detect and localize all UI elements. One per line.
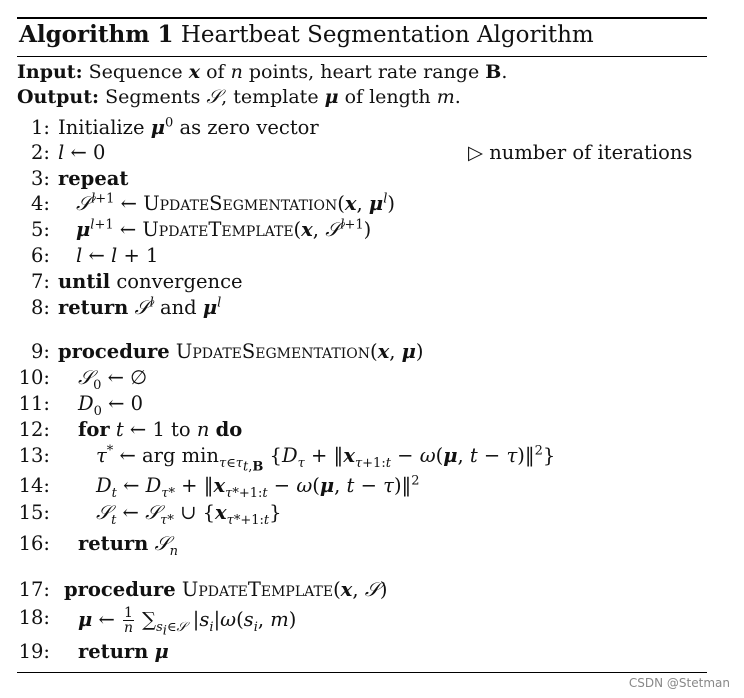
output-line: Output: Segments 𝒮, template μ of length m. bbox=[17, 86, 461, 108]
line-number: 2: bbox=[31, 141, 50, 164]
algo-line-17: 17: procedure UpdateTemplate(x, 𝒮) bbox=[0, 578, 744, 604]
algo-line-7: 7: until convergence bbox=[0, 270, 744, 296]
line-number: 13: bbox=[18, 444, 50, 467]
algo-line-4: 4: 𝒮$^{l+1}$ ← UpdateSegmentation(x, $\mu^l$) bbox=[0, 192, 744, 218]
line-number: 18: bbox=[18, 606, 50, 629]
algo-line-5: 5: $\mu^{l+1}$ ← UpdateTemplate(x, 𝒮$^{l+1}$) bbox=[0, 218, 744, 244]
algorithm-title: Heartbeat Segmentation Algorithm bbox=[180, 22, 594, 48]
algo-line-10: 10: 𝒮$_0$ ← ∅ bbox=[0, 366, 744, 392]
line-number: 4: bbox=[31, 192, 50, 215]
algo-line-1: 1: Initialize $\mu^0$ as zero vector bbox=[0, 116, 744, 142]
algo-line-16: 16: return 𝒮$_n$ bbox=[0, 532, 744, 558]
algo-line-2: 2: l ← 0 ▷ number of iterations bbox=[0, 141, 744, 167]
line-number: 16: bbox=[18, 532, 50, 555]
input-line: Input: Sequence x of n points, heart rate range B. bbox=[17, 61, 508, 83]
algo-line-9: 9: procedure UpdateSegmentation(x, μ) bbox=[0, 340, 744, 366]
algo-line-18: 18: μ ← $\frac{1}{n}$ $\sum_{s_i\in 𝒮}$ $|s_i|\omega(s_i$, m) bbox=[0, 606, 744, 632]
line-number: 9: bbox=[31, 340, 50, 363]
algo-line-6: 6: l ← l + 1 bbox=[0, 244, 744, 270]
line-number: 6: bbox=[31, 244, 50, 267]
line-number: 14: bbox=[18, 474, 50, 497]
line-number: 10: bbox=[18, 366, 50, 389]
algo-line-14: 14: $D_t$ ← $D_{\tau*}$ + $‖x_{\tau*+1:t} - \omega(\mu$, t − τ)‖$^2$ bbox=[0, 474, 744, 500]
line-number: 8: bbox=[31, 296, 50, 319]
line-number: 5: bbox=[31, 218, 50, 241]
line-number: 12: bbox=[18, 418, 50, 441]
algorithm-caption bbox=[19, 21, 594, 48]
line-number: 3: bbox=[31, 167, 50, 190]
algo-line-12: 12: for t ← 1 to n do bbox=[0, 418, 744, 444]
watermark: CSDN @Stetman bbox=[628, 676, 730, 690]
line-number: 15: bbox=[18, 501, 50, 524]
top-rule bbox=[17, 17, 707, 19]
line-number: 7: bbox=[31, 270, 50, 293]
output-label: Output: bbox=[17, 86, 100, 108]
iteration-comment: ▷ number of iterations bbox=[468, 141, 693, 164]
line-number: 17: bbox=[18, 578, 50, 601]
algo-line-19: 19: return μ bbox=[0, 640, 744, 666]
algo-line-3: 3: repeat bbox=[0, 167, 744, 193]
line-number: 11: bbox=[18, 392, 50, 415]
line-number: 1: bbox=[31, 116, 50, 139]
input-label: Input: bbox=[17, 61, 83, 83]
algo-line-13: 13: τ* ← arg $\min_{\tau\in\tau_{t,B}} \{D_\tau$ + $‖x_{\tau+1:t} - \omega(\mu$, t − τ)‖$^2$} bbox=[0, 444, 744, 470]
line-number: 19: bbox=[18, 640, 50, 663]
bottom-rule bbox=[17, 672, 707, 673]
algorithm-label: Algorithm 1 bbox=[19, 21, 174, 48]
caption-rule bbox=[17, 56, 707, 57]
algo-line-8: 8: return 𝒮$^l$ and $\mu^l$ bbox=[0, 296, 744, 322]
algo-line-15: 15: 𝒮$_t$ ← 𝒮$_{\tau*}$ ∪ $\{x_{\tau*+1:t}\}$ bbox=[0, 501, 744, 527]
algo-line-11: 11: $D_0$ ← 0 bbox=[0, 392, 744, 418]
